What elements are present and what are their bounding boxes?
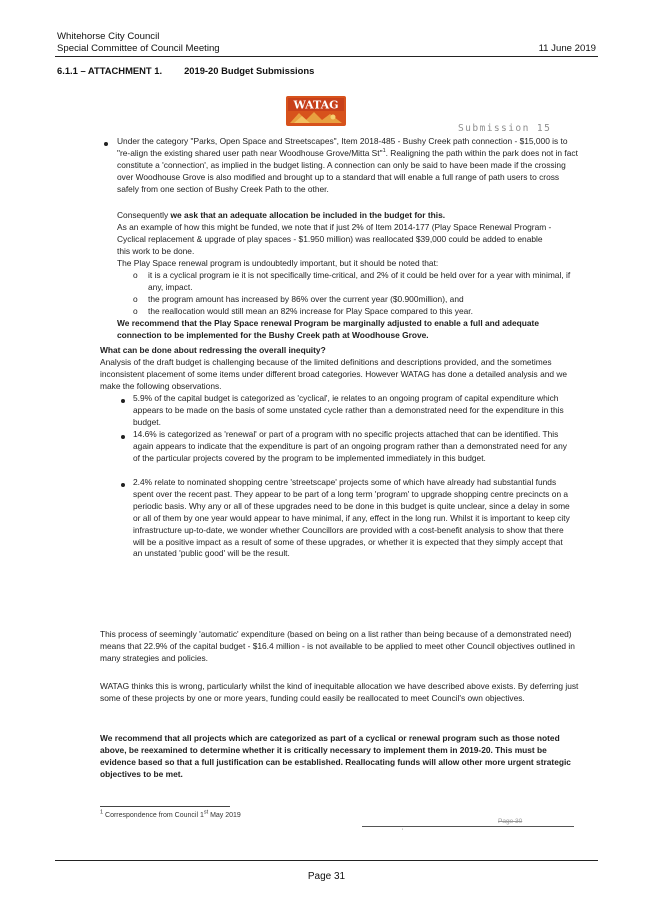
page-number: Page 31	[307, 871, 346, 882]
paragraph-analysis-intro: Analysis of the draft budget is challenging because of the limited definitions and descriptions provided, and the sometimes inconsistent placement of some items under different broad categories. However WATAG has done a detailed analysis and we make the following observations.	[100, 357, 568, 391]
bullet-dot	[121, 399, 125, 403]
bullet-dot	[121, 435, 125, 439]
paragraph-watag-view: WATAG thinks this is wrong, particularly whilst the kind of inequitable allocation we have described above exists. By deferring just some of these projects by one or more years, funding could easily be reallocated to meet Council's own objectives.	[100, 681, 579, 703]
paragraph-bushy-creek: Under the category "Parks, Open Space and Streetscapes", Item 2018-485 - Bushy Creek path connection - $15,000 is to "re-align the existing shared user path near Woodhouse Grove/Mitta St"$^1$. Realigning the path within the park does not in fact constitute a 'connection', as implied in the budget listing. A connection can only be said to have been made if the crossing over Woodhouse Grove is also modified and brought up to a standard that will enable a full range of path users to cross safely from one section of Bushy Creek Path to the other.	[117, 136, 578, 194]
bullet-dot	[104, 142, 108, 146]
submission-number: Submission 15	[458, 123, 552, 134]
sub-bullet-marker: o	[133, 270, 138, 280]
section-heading-inequity: What can be done about redressing the overall inequity?	[100, 345, 326, 355]
paragraph-automatic-expenditure: This process of seemingly 'automatic' expenditure (based on being on a list rather than being because of a demonstrated need) means that 22.9% of the capital budget - $16.4 million - is not available to be applied to meet other Council objectives outlined in many strategies and policies.	[100, 629, 575, 663]
paragraph-funding-example: As an example of how this might be funded, we note that if just 2% of Item 2014-177 (Play Space Renewal Program - Cyclical replacement & upgrade of play spaces - $1.950 million) was reallocated $39,000 could be added to enable this work to be done.	[117, 222, 552, 256]
meeting-name: Special Committee of Council Meeting	[57, 43, 220, 54]
watag-logo	[286, 96, 346, 126]
sub-point-reallocation: the reallocation would still mean an 82% increase for Play Space compared to this year.	[148, 306, 473, 316]
attachment-title: 2019-20 Budget Submissions	[184, 65, 315, 76]
observation-renewal: 14.6% is categorized as 'renewal' or part of a program with no specific projects attached that can be identified. This again appears to indicate that the expenditure is part of an ongoing program rather than a demonstrated need for any of the particular projects covered by the program to be implemented immediately in this budget.	[133, 429, 567, 463]
sub-bullet-marker: o	[133, 306, 138, 316]
logo-text: WATAG	[293, 98, 339, 112]
attachment-heading	[57, 65, 314, 76]
paragraph-allocation-request: Consequently we ask that an adequate allocation be included in the budget for this.	[117, 210, 446, 220]
footer-divider	[55, 860, 598, 861]
sub-point-increase: the program amount has increased by 86% over the current year ($0.900million), and	[148, 294, 464, 304]
recommendation-play-space: We recommend that the Play Space renewal Program be marginally adjusted to enable a full and adequate connection to be implemented for the Bushy Creek path at Woodhouse Grove.	[117, 318, 539, 340]
footnote-divider	[100, 806, 230, 807]
sub-point-cyclical: it is a cyclical program ie it is not specifically time-critical, and 2% of it could be held over for a year with minimal, if any, impact.	[148, 270, 571, 292]
bullet-dot	[121, 483, 125, 487]
recommendation-reexamine: We recommend that all projects which are categorized as part of a cyclical or renewal program such as those noted above, be reexamined to determine whether it is critically necessary to implement them in 2019-20. This must be evidence based so that a full justification can be established. Reallocating funds will allow other more urgent strategic objectives to be met.	[100, 733, 571, 779]
observation-cyclical: 5.9% of the capital budget is categorized as 'cyclical', ie relates to an ongoing program of capital expenditure which appears to be made on the basis of some unstated cycle rather than a demonstrated need for the expenditure in this budget.	[133, 393, 564, 427]
attachment-label: 6.1.1 – ATTACHMENT 1.	[57, 65, 163, 76]
scan-stamp-line	[362, 826, 574, 827]
paragraph-play-space-note: The Play Space renewal program is undoubtedly important, but it should be noted that:	[117, 258, 439, 268]
sub-bullet-marker: o	[133, 294, 138, 304]
original-page-stamp: Page 30	[498, 818, 523, 825]
observation-streetscape: 2.4% relate to nominated shopping centre 'streetscape' projects some of which have already had substantial funds spent over the recent past. They appear to be part of a long term 'program' to upgrade shopping centre precincts on a periodic basis. Why any or all of these upgrades need to be done in this budget is quite unclear, since a delay in some or all of them by one year would appear to have minimal, if any, effect in the long run. Whilst it is important to keep city infrastructure up-to-date, we wonder whether Councillors are provided with a cost-benefit analysis to show that there will be a positive impact as a result of some of these upgrades, or whether it is expected that they simply accept that an unstated 'public good' will be the result.	[133, 477, 570, 559]
council-name: Whitehorse City Council	[57, 31, 160, 42]
header-divider	[55, 56, 598, 57]
scan-mark: '	[402, 829, 404, 835]
footnote: $^1$ Correspondence from Council 1st May 2019	[100, 809, 241, 819]
meeting-date: 11 June 2019	[538, 43, 596, 54]
